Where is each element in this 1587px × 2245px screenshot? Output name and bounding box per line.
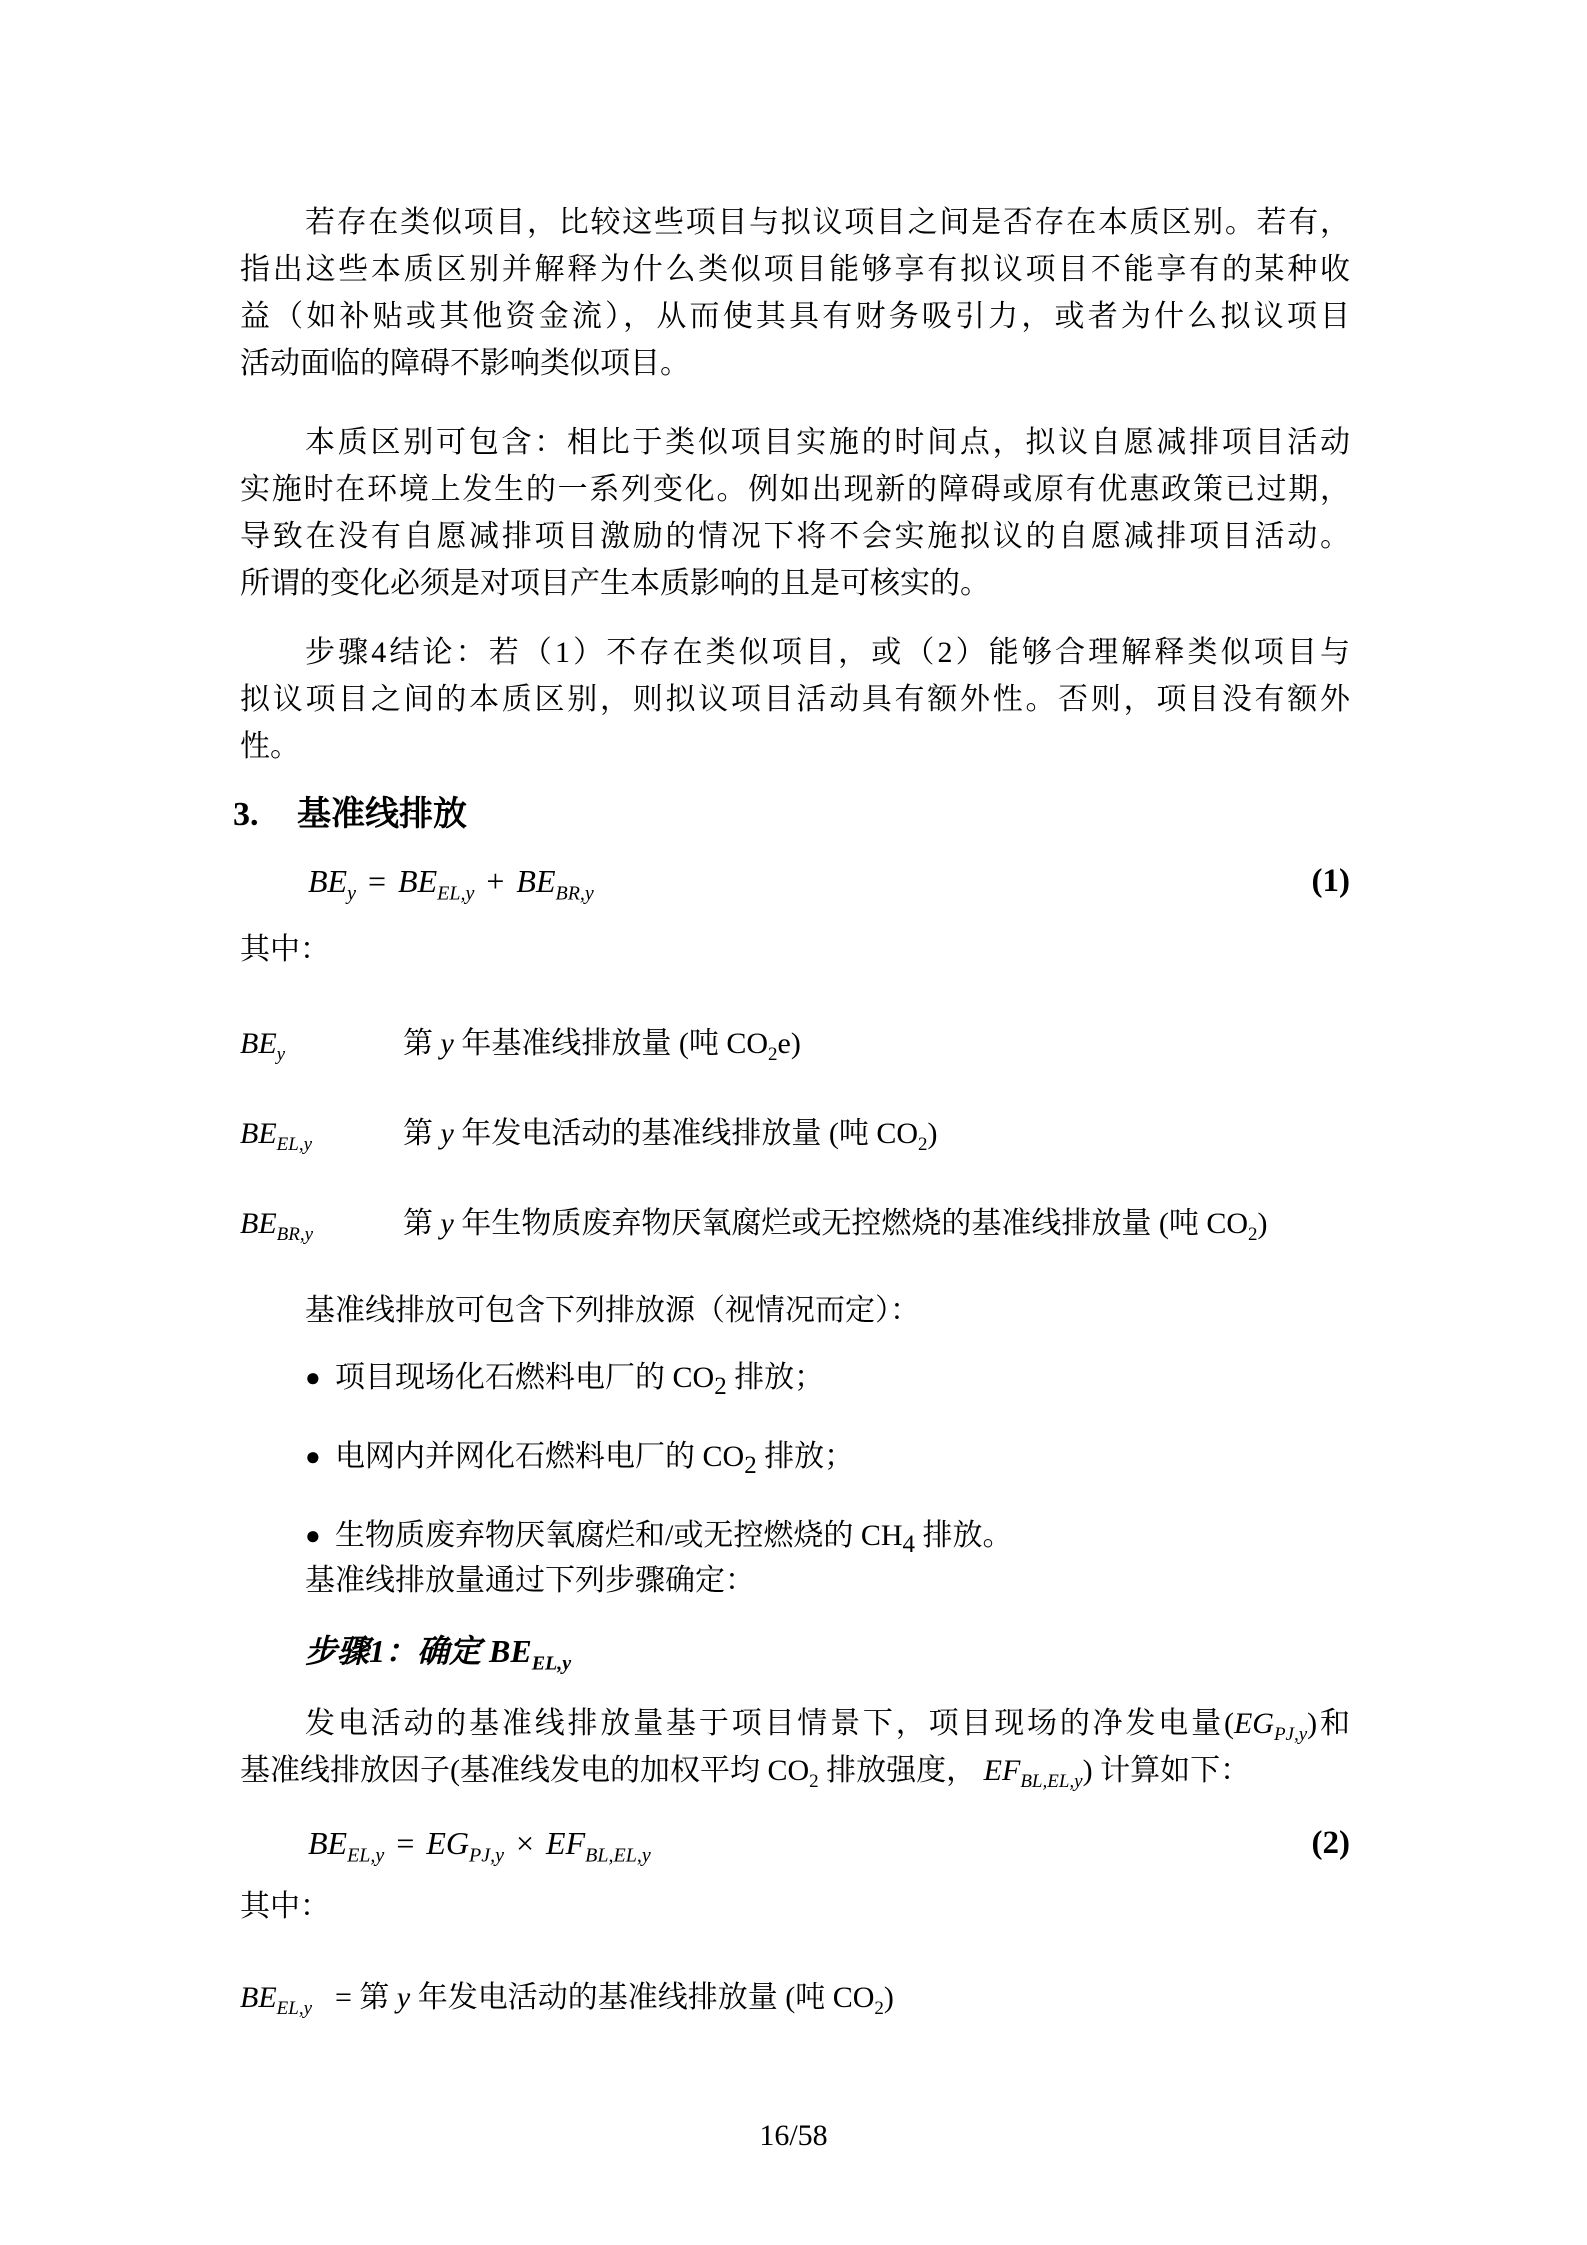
bullet-icon: ● [305, 1442, 321, 1471]
bullet-icon: ● [305, 1521, 321, 1550]
equation-1-formula: $BE_y = BE_{EL,y} + BE_{BR,y}$ [308, 863, 594, 905]
paragraph-line: 指出这些本质区别并解释为什么类似项目能够享有拟议项目不能享有的某种收 [240, 253, 1350, 286]
where-label: 其中： [240, 933, 330, 966]
definition-term: $BE_y$ [240, 1027, 286, 1065]
paragraph-line: 本质区别可包含：相比于类似项目实施的时间点，拟议自愿减排项目活动 [305, 426, 1350, 459]
paragraph-step4-conclusion [240, 629, 1350, 770]
paragraph-essential-distinction [240, 419, 1350, 607]
emission-sources-list [240, 1354, 1350, 1568]
list-item: ● 电网内并网化石燃料电厂的 $CO_2$ 排放； [240, 1433, 1350, 1489]
paragraph-line: 若存在类似项目，比较这些项目与拟议项目之间是否存在本质区别。若有， [305, 206, 1350, 239]
paragraph-line: 导致在没有自愿减排项目激励的情况下将不会实施拟议的自愿减排项目活动。 [240, 520, 1350, 553]
section-number: 3. [233, 796, 259, 833]
definition-term: $BE_{BR,y}$ [240, 1207, 314, 1245]
paragraph-line: 活动面临的障碍不影响类似项目。 [240, 347, 690, 380]
bullet-icon: ● [305, 1363, 321, 1392]
paragraph-line: 所谓的变化必须是对项目产生本质影响的且是可核实的。 [240, 567, 990, 600]
section-heading [233, 788, 1350, 842]
paragraph-line: 实施时在环境上发生的一系列变化。例如出现新的障碍或原有优惠政策已过期， [240, 473, 1350, 506]
definition-row [240, 1110, 1350, 1157]
paragraph-line: 发电活动的基准线排放量基于项目情景下，项目现场的净发电量$(EG_{PJ,y})$和 [305, 1707, 1350, 1745]
where-label: 其中： [240, 1890, 330, 1923]
list-item: ● 生物质废弃物厌氧腐烂和/或无控燃烧的 $CH_4$ 排放。 [240, 1512, 1350, 1568]
definition-description: 第 y 年生物质废弃物厌氧腐烂或无控燃烧的基准线排放量 (吨 $CO_2$) [403, 1207, 1268, 1245]
sources-intro: 基准线排放可包含下列排放源（视情况而定）： [305, 1294, 920, 1327]
step1-heading: 步骤1：确定 $BE_{EL,y}$ [305, 1633, 572, 1675]
list-item: ● 项目现场化石燃料电厂的 $CO_2$ 排放； [240, 1354, 1350, 1410]
definition-row [240, 1020, 1350, 1067]
paragraph-calculation [240, 1700, 1350, 1794]
paragraph-similar-projects [240, 199, 1350, 387]
equation-1-number: (1) [1311, 863, 1350, 899]
definition-description: 第 y 年发电活动的基准线排放量 (吨 $CO_2$) [403, 1117, 938, 1155]
definition-term: $BE_{EL,y}$ [240, 1981, 313, 2019]
steps-intro: 基准线排放量通过下列步骤确定： [305, 1564, 755, 1597]
definition-description: 第 y 年基准线排放量 (吨 $CO_2e$) [403, 1027, 801, 1065]
equation-2-formula: $BE_{EL,y} = EG_{PJ,y} \times EF_{BL,EL,y}$ [308, 1825, 651, 1867]
definition-description: = 第 y 年发电活动的基准线排放量 (吨 $CO_2$) [335, 1981, 894, 2019]
equation-2 [240, 1820, 1350, 1867]
paragraph-line: 基准线排放因子(基准线发电的加权平均 $CO_2$ 排放强度， $EF_{BL,EL,y}$) 计算如下： [240, 1754, 1251, 1792]
equation-2-number: (2) [1311, 1825, 1350, 1861]
definition-row [240, 1200, 1350, 1247]
definition-term: $BE_{EL,y}$ [240, 1117, 313, 1155]
paragraph-line: 步骤4结论：若（1）不存在类似项目，或（2）能够合理解释类似项目与 [305, 636, 1350, 669]
paragraph-line: 拟议项目之间的本质区别，则拟议项目活动具有额外性。否则，项目没有额外 [240, 683, 1350, 716]
definition-row [240, 1974, 1350, 2021]
paragraph-line: 性。 [240, 730, 300, 763]
page-number: 16/58 [759, 2119, 828, 2152]
section-title: 基准线排放 [297, 796, 467, 833]
equation-1 [240, 858, 1350, 905]
paragraph-line: 益（如补贴或其他资金流），从而使其具有财务吸引力，或者为什么拟议项目 [240, 300, 1350, 333]
